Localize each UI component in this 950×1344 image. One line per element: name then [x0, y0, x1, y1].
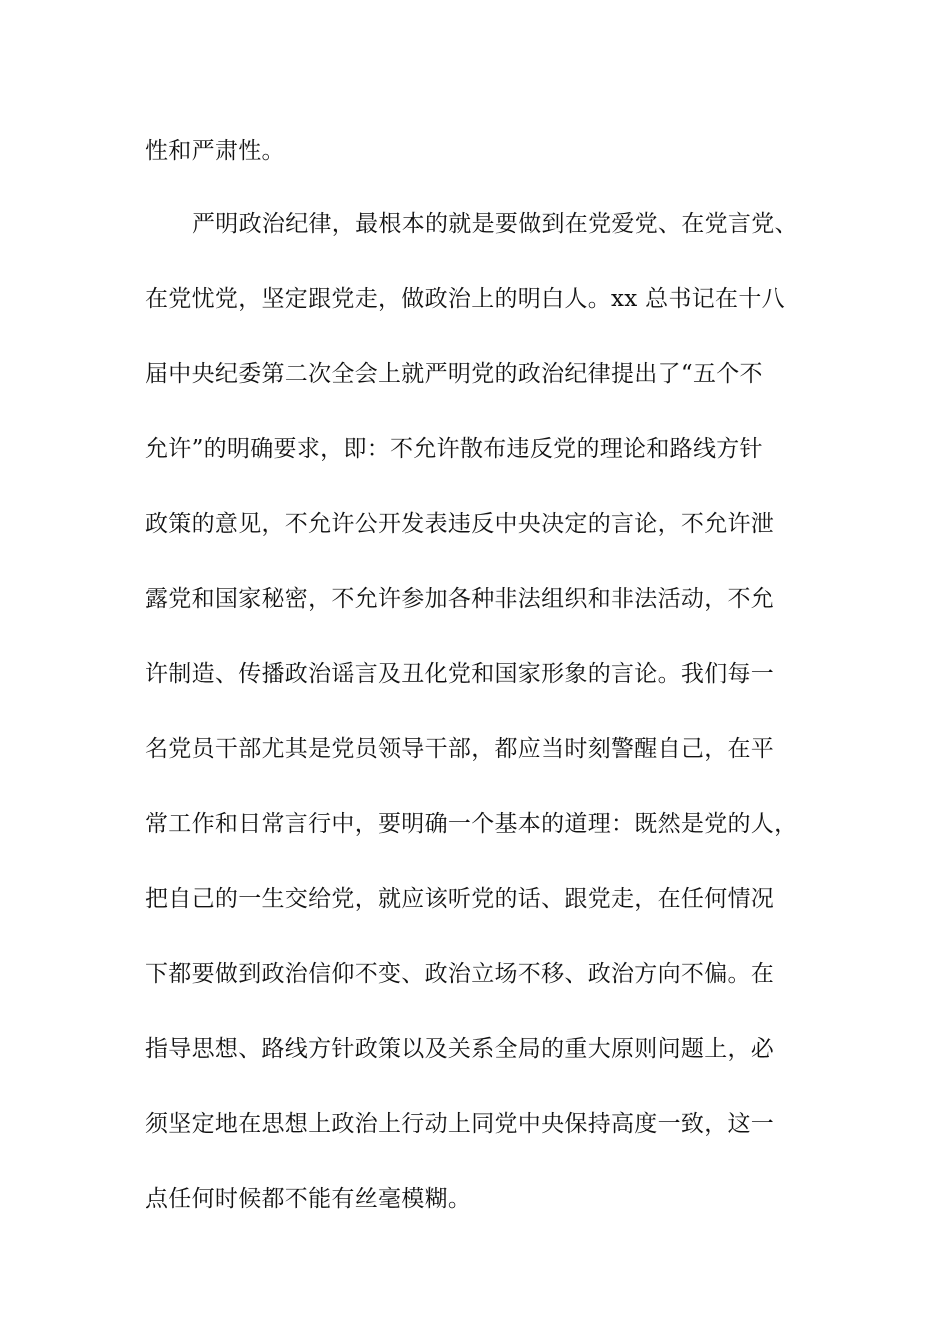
paragraph-line: 允许”的明确要求，即：不允许散布违反党的理论和路线方针 [145, 436, 763, 462]
paragraph-line: 下都要做到政治信仰不变、政治立场不移、政治方向不偏。在 [145, 961, 775, 987]
paragraph-line: 露党和国家秘密，不允许参加各种非法组织和非法活动，不允 [145, 586, 775, 612]
paragraph-line: 届中央纪委第二次全会上就严明党的政治纪律提出了“五个不 [145, 361, 763, 387]
paragraph-line: 常工作和日常言行中，要明确一个基本的道理：既然是党的人， [145, 811, 798, 837]
paragraph-line: 严明政治纪律，最根本的就是要做到在党爱党、在党言党、 [192, 211, 798, 237]
paragraph-line: 在党忧党，坚定跟党走，做政治上的明白人。xx 总书记在十八 [145, 286, 785, 312]
paragraph-line: 须坚定地在思想上政治上行动上同党中央保持高度一致，这一 [145, 1111, 775, 1137]
paragraph-line: 指导思想、路线方针政策以及关系全局的重大原则问题上，必 [145, 1036, 775, 1062]
paragraph-line: 政策的意见，不允许公开发表违反中央决定的言论，不允许泄 [145, 511, 775, 537]
paragraph-line: 把自己的一生交给党，就应该听党的话、跟党走，在任何情况 [145, 886, 775, 912]
paragraph-line: 许制造、传播政治谣言及丑化党和国家形象的言论。我们每一 [145, 661, 775, 687]
paragraph-line: 性和严肃性。 [145, 138, 285, 164]
paragraph-line: 名党员干部尤其是党员领导干部，都应当时刻警醒自己，在平 [145, 736, 775, 762]
paragraph-line: 点任何时候都不能有丝毫模糊。 [145, 1186, 472, 1212]
